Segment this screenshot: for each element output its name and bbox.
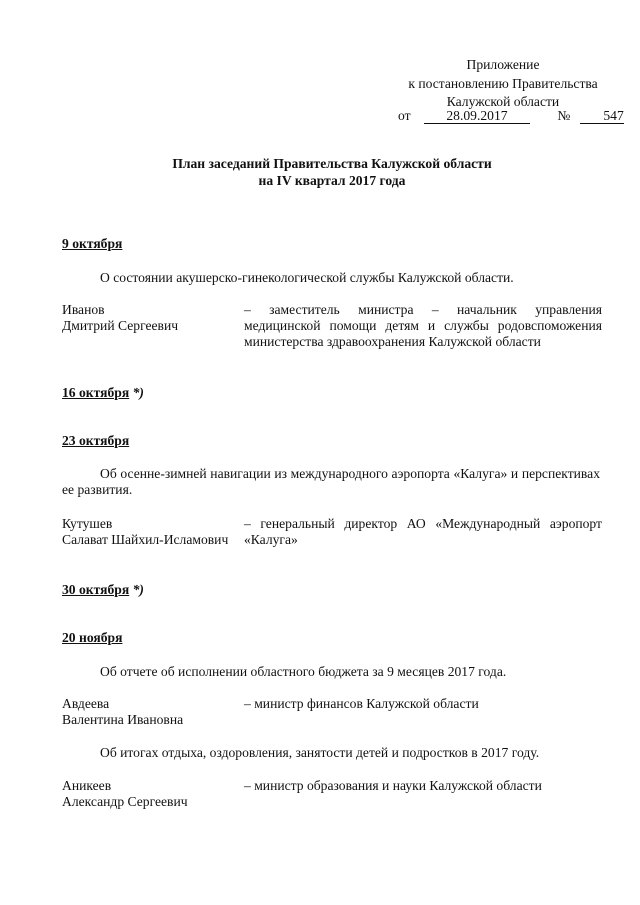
document-title <box>62 156 602 190</box>
speaker-surname: Авдеева <box>62 696 110 711</box>
footnote-mark: *) <box>132 582 144 597</box>
speaker-role: – министр финансов Калужской области <box>244 696 479 711</box>
section-date-heading <box>62 630 122 646</box>
number-label: № <box>557 108 571 123</box>
section-date: 9 октября <box>62 236 123 251</box>
decree-date: 28.09.2017 <box>424 109 530 124</box>
speaker-surname: Аникеев <box>62 778 112 793</box>
appendix-region-label: Калужской области <box>446 94 560 109</box>
speaker-role: – министр образования и науки Калужской области <box>244 778 542 793</box>
section-date-heading <box>62 236 122 252</box>
speaker-name <box>62 516 252 548</box>
section-date: 30 октября <box>62 582 130 597</box>
speaker-given-names: Валентина Ивановна <box>62 712 184 727</box>
footnote-mark: *) <box>132 385 144 400</box>
speaker-given-names: Дмитрий Сергеевич <box>62 318 179 333</box>
speaker-name <box>62 696 252 728</box>
speaker-role: – заместитель министра – начальник управления медицинской помощи детям и службы родовспоможения министерства здравоохранения Калужской области <box>244 302 602 349</box>
title-line-1: План заседаний Правительства Калужской области <box>172 156 492 171</box>
section-date-heading <box>62 582 144 598</box>
appendix-label: Приложение <box>466 57 540 72</box>
speaker-role: – генеральный директор АО «Международный аэропорт «Калуга» <box>244 516 602 547</box>
section-date: 16 октября <box>62 385 130 400</box>
agenda-topic: Об осенне-зимней навигации из международного аэропорта «Калуга» и перспективах ее развития. <box>62 466 600 497</box>
appendix-decree-label: к постановлению Правительства <box>408 75 598 91</box>
speaker-name <box>62 302 252 334</box>
section-date: 23 октября <box>62 433 130 448</box>
speaker-surname: Иванов <box>62 302 105 317</box>
speaker-given-names: Салават Шайхил-Исламович <box>62 532 229 547</box>
appendix-header <box>398 57 608 113</box>
decree-number: 547 <box>580 109 624 124</box>
speaker-surname: Кутушев <box>62 516 113 531</box>
section-date: 20 ноября <box>62 630 123 645</box>
title-line-2: на IV квартал 2017 года <box>258 173 406 188</box>
from-label: от <box>398 108 411 123</box>
speaker-given-names: Александр Сергеевич <box>62 794 188 809</box>
speaker-name <box>62 778 252 810</box>
agenda-topic: Об отчете об исполнении областного бюджета за 9 месяцев 2017 года. <box>100 664 507 679</box>
agenda-topic: О состоянии акушерско-гинекологической службы Калужской области. <box>100 270 514 285</box>
agenda-topic: Об итогах отдыха, оздоровления, занятости детей и подростков в 2017 году. <box>100 745 540 760</box>
section-date-heading <box>62 433 129 449</box>
decree-date-line <box>398 108 624 126</box>
section-date-heading <box>62 385 144 401</box>
